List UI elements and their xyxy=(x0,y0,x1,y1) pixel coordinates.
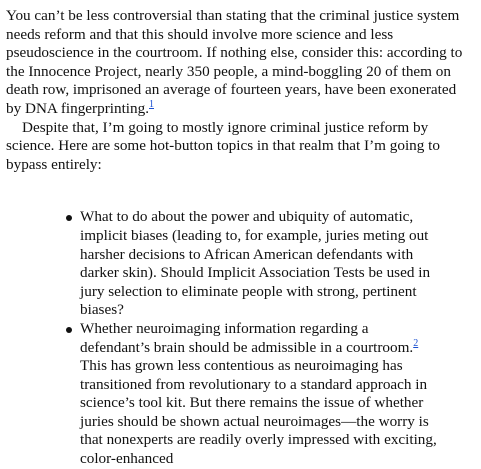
paragraph-text: You can’t be less controversial than stating that the criminal justice system needs reform and that this should involve more science and less pseudoscience in the courtroom. If nothing else, consider this: according to the Innocence Project, nearly 350 people, a mind-boggling 20 of them on death row, imprisoned an average of fourteen years, have been exonerated by DNA fingerprinting. xyxy=(6,7,463,117)
paragraph-text: Despite that, I’m going to mostly ignore criminal justice reform by science. Here are some hot-button topics in that realm that I’m going to bypass entirely: xyxy=(6,118,440,173)
footnote-link-2[interactable]: 2 xyxy=(413,337,419,349)
spacer xyxy=(6,174,472,208)
paragraph-criminal-justice-reform xyxy=(6,7,472,119)
paragraph-bypass-topics xyxy=(6,119,472,175)
footnote-link-1[interactable]: 1 xyxy=(149,98,154,110)
bullet-text-continued: This has grown less contentious as neuroimaging has transitioned from revolutionary to a standard approach in science’s tool kit. But there remains the issue of whether juries should be shown actual neuroimages—the worry is that nonexperts are readily overly impressed with exciting, color-enhanced xyxy=(80,357,437,468)
bullet-item-implicit-biases xyxy=(80,208,442,320)
bullet-text: Whether neuroimaging information regarding a defendant’s brain should be admissible in a courtroom. xyxy=(80,319,414,356)
bullet-item-neuroimaging xyxy=(80,320,442,469)
document-page xyxy=(6,7,472,469)
bullet-text: What to do about the power and ubiquity of automatic, implicit biases (leading to, for example, juries meting out harsher decisions to African American defendants with darker skin). Should Implicit Association Tests be used in jury selection to eliminate people with strong, pertinent biases? xyxy=(80,208,431,319)
